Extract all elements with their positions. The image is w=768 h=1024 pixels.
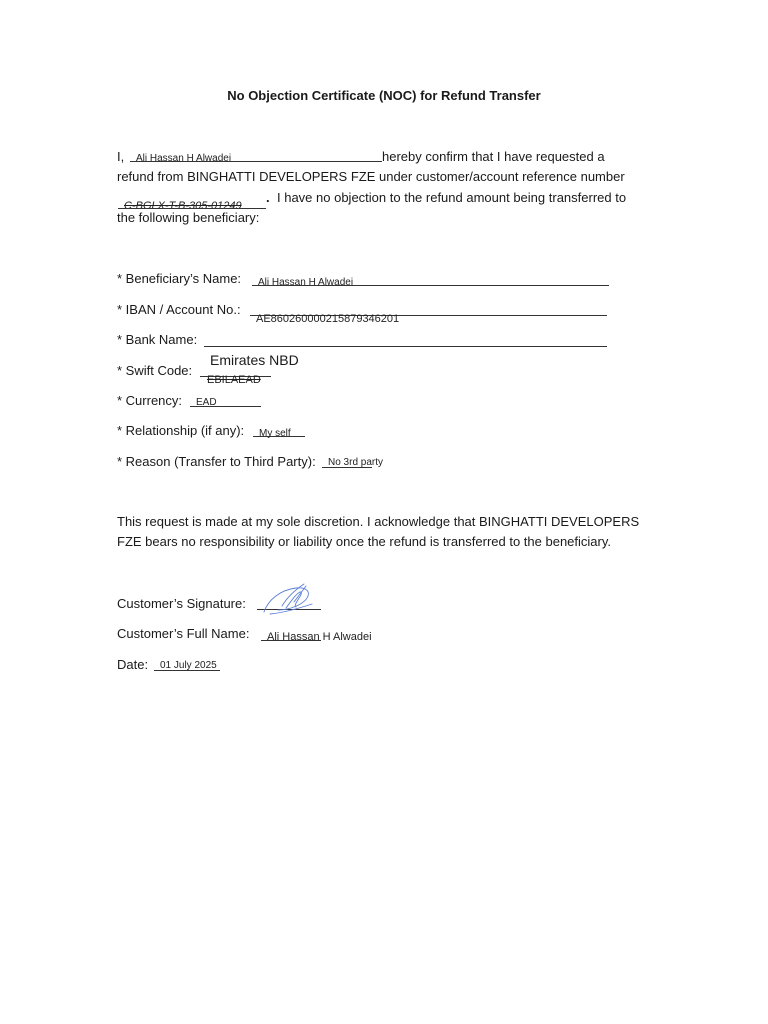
- reference-filled: C-BGLX-T-B-305-01249: [124, 200, 242, 212]
- beneficiary-value: Ali Hassan H Alwadei: [258, 277, 354, 288]
- bank-label: * Bank Name:: [117, 332, 198, 347]
- intro-text-3: I have no objection to the refund amount being transferred to: [277, 190, 627, 205]
- bank-value: Emirates NBD: [210, 352, 299, 368]
- relationship-label: * Relationship (if any):: [117, 423, 245, 438]
- signature-label: Customer’s Signature:: [117, 596, 246, 611]
- document-title: No Objection Certificate (NOC) for Refund Transfer: [227, 88, 541, 103]
- currency-label: * Currency:: [117, 393, 183, 408]
- signature-image: [258, 580, 320, 620]
- bank-line: [204, 346, 607, 347]
- currency-value: EAD: [196, 397, 217, 408]
- name-filled: Ali Hassan H Alwadei: [136, 153, 232, 164]
- relationship-value: My self: [259, 428, 291, 439]
- beneficiary-label: * Beneficiary’s Name:: [117, 271, 242, 286]
- iban-label: * IBAN / Account No.:: [117, 302, 241, 317]
- fullname-label: Customer’s Full Name:: [117, 626, 250, 641]
- intro-text-2: refund from BINGHATTI DEVELOPERS FZE under customer/account reference number: [117, 169, 625, 184]
- reason-label: * Reason (Transfer to Third Party):: [117, 454, 316, 469]
- intro-text-1: hereby confirm that I have requested a: [382, 149, 605, 164]
- reference-dot: .: [266, 190, 270, 205]
- swift-value: EBILAEAD: [207, 374, 261, 386]
- intro-prefix: I,: [117, 149, 125, 164]
- reason-value: No 3rd party: [328, 457, 384, 468]
- declaration-line-2: FZE bears no responsibility or liability once the refund is transferred to the beneficiary.: [117, 534, 611, 549]
- date-value: 01 July 2025: [160, 660, 217, 671]
- swift-label: * Swift Code:: [117, 363, 193, 378]
- date-label: Date:: [117, 657, 149, 672]
- intro-text-4: the following beneficiary:: [117, 210, 260, 225]
- declaration-line-1: This request is made at my sole discretion. I acknowledge that BINGHATTI DEVELOPERS: [117, 514, 640, 529]
- iban-value: AE860260000215879346201: [256, 313, 400, 325]
- fullname-value: Ali Hassan H Alwadei: [267, 631, 372, 643]
